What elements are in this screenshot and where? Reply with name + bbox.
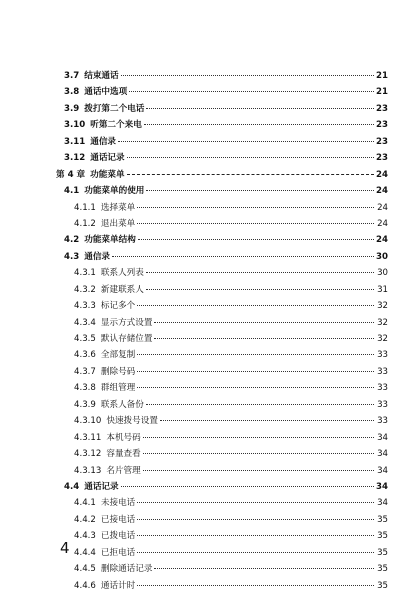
toc-entry-number: 4.3.5 [74, 334, 96, 344]
toc-entry-title: 本机号码 [106, 432, 141, 443]
toc-entry-page: 23 [376, 120, 388, 131]
dot-leader [129, 91, 374, 92]
table-of-contents [56, 68, 388, 594]
toc-entry-page: 35 [377, 547, 388, 558]
toc-entry-title: 删除通话记录 [100, 564, 153, 575]
toc-entry [74, 512, 388, 528]
dot-leader [137, 552, 374, 553]
toc-entry [56, 167, 388, 183]
toc-entry-title: 容量查看 [106, 449, 141, 460]
toc-entry-title: 功能菜单的使用 [84, 186, 145, 197]
dot-leader [144, 124, 374, 125]
toc-entry-page: 24 [376, 169, 388, 180]
toc-entry-number: 4.3.4 [74, 317, 96, 328]
toc-entry [64, 134, 388, 150]
toc-entry-page: 34 [377, 449, 388, 460]
toc-entry-number: 3.7 [64, 71, 80, 81]
dot-leader [143, 453, 374, 454]
dot-leader [146, 289, 374, 290]
toc-entry [64, 183, 388, 199]
dot-leader [118, 141, 374, 142]
dot-leader [137, 519, 374, 520]
toc-entry [74, 495, 388, 511]
toc-entry-title: 拨打第二个电话 [84, 103, 145, 114]
toc-entry [74, 298, 388, 314]
toc-entry [74, 528, 388, 544]
toc-entry-page: 35 [377, 580, 388, 591]
toc-entry [64, 249, 388, 265]
toc-entry-page: 24 [377, 218, 388, 229]
toc-entry-page: 32 [377, 317, 388, 328]
toc-entry-page: 33 [377, 416, 388, 427]
toc-entry-title: 通话记录 [90, 153, 125, 164]
toc-entry-title: 新建联系人 [100, 284, 144, 295]
toc-entry [74, 446, 388, 462]
toc-entry [74, 331, 388, 347]
toc-entry [74, 561, 388, 577]
toc-entry [74, 430, 388, 446]
dot-leader [137, 387, 374, 388]
page-number: 4 [60, 539, 70, 557]
toc-entry-page: 34 [377, 432, 388, 443]
toc-entry-number: 4.4 [64, 481, 80, 492]
dot-leader [154, 338, 374, 339]
toc-entry-number: 4.3.7 [74, 366, 96, 377]
toc-entry-page: 23 [376, 103, 388, 114]
toc-entry-page: 33 [377, 383, 388, 394]
toc-entry-number: 4.3.9 [74, 399, 96, 410]
toc-entry [74, 282, 388, 298]
dot-leader [143, 437, 374, 438]
dot-leader [160, 420, 374, 421]
dot-leader [137, 585, 374, 586]
toc-entry-page: 34 [377, 465, 388, 476]
toc-entry [74, 200, 388, 216]
dot-leader [137, 223, 374, 224]
toc-entry [74, 315, 388, 331]
toc-entry-page: 34 [377, 498, 388, 509]
toc-entry-number: 4.3.8 [74, 383, 96, 394]
toc-entry-title: 已拒电话 [100, 547, 136, 558]
toc-entry-title: 已拨电话 [100, 531, 136, 542]
toc-entry-page: 23 [376, 136, 388, 147]
toc-entry-page: 31 [377, 284, 388, 295]
dot-leader [137, 354, 374, 355]
toc-entry-number: 4.3.13 [74, 465, 102, 476]
toc-entry-title: 听第二个来电 [90, 120, 142, 131]
dot-leader [154, 322, 374, 323]
toc-entry-number: 4.3 [64, 251, 80, 262]
toc-entry [64, 101, 388, 117]
toc-entry-title: 通信录 [90, 136, 117, 147]
toc-entry [74, 216, 388, 232]
toc-entry-number: 3.8 [64, 87, 80, 98]
toc-entry-page: 35 [377, 531, 388, 542]
toc-entry-title: 标记多个 [100, 301, 136, 312]
toc-entry-title: 未接电话 [100, 498, 136, 509]
toc-entry-number: 4.4.6 [74, 580, 96, 591]
dot-leader [127, 174, 374, 175]
toc-entry [74, 380, 388, 396]
toc-entry-number: 3.9 [64, 103, 80, 114]
toc-entry-page: 32 [377, 301, 388, 312]
toc-entry-page: 33 [377, 399, 388, 410]
toc-entry [74, 578, 388, 594]
toc-entry [74, 347, 388, 363]
toc-entry-number: 4.3.12 [74, 449, 102, 460]
toc-entry-number: 第 4 章 [56, 169, 86, 180]
toc-entry-title: 默认存储位置 [100, 334, 153, 344]
toc-entry-page: 35 [377, 564, 388, 575]
toc-entry-number: 4.3.2 [74, 284, 96, 295]
dot-leader [137, 207, 374, 208]
toc-entry-number: 4.3.1 [74, 268, 96, 279]
toc-entry [74, 545, 388, 561]
toc-entry-number: 3.12 [64, 153, 86, 164]
toc-entry [74, 463, 388, 479]
toc-entry-number: 3.10 [64, 120, 86, 131]
toc-entry [64, 150, 388, 166]
dot-leader [127, 157, 374, 158]
toc-entry-number: 4.1.1 [74, 202, 96, 213]
toc-entry-title: 通话中选项 [84, 87, 128, 98]
toc-entry [64, 479, 388, 495]
toc-entry-page: 30 [376, 251, 388, 262]
dot-leader [121, 486, 374, 487]
toc-entry [74, 413, 388, 429]
toc-entry-page: 33 [377, 350, 388, 361]
toc-entry-page: 30 [377, 268, 388, 279]
dot-leader [146, 108, 374, 109]
toc-entry [64, 68, 388, 84]
toc-entry-number: 3.11 [64, 136, 86, 147]
toc-entry-title: 功能菜单 [90, 169, 125, 180]
dot-leader [146, 404, 374, 405]
dot-leader [121, 75, 374, 76]
toc-entry-number: 4.4.1 [74, 498, 96, 509]
toc-entry-number: 4.2 [64, 235, 80, 246]
dot-leader [112, 256, 374, 257]
toc-entry-number: 4.4.2 [74, 514, 96, 525]
toc-entry-title: 通话计时 [100, 580, 136, 591]
dot-leader [154, 568, 374, 569]
toc-entry-number: 4.1.2 [74, 218, 96, 229]
toc-entry-number: 4.3.10 [74, 416, 102, 427]
toc-entry-title: 名片管理 [106, 465, 141, 476]
dot-leader [137, 535, 374, 536]
toc-entry-title: 退出菜单 [100, 218, 136, 229]
toc-entry [64, 84, 388, 100]
toc-entry [74, 397, 388, 413]
toc-entry-page: 24 [377, 202, 388, 213]
toc-entry-title: 群组管理 [100, 383, 136, 394]
toc-entry-title: 快速拨号设置 [106, 416, 158, 427]
dot-leader [137, 502, 374, 503]
toc-entry-number: 4.4.5 [74, 564, 96, 575]
toc-entry-page: 34 [376, 481, 388, 492]
toc-entry [64, 117, 388, 133]
toc-entry-number: 4.3.6 [74, 350, 96, 361]
toc-entry-page: 32 [377, 334, 388, 344]
toc-entry-title: 全部复制 [100, 350, 136, 361]
toc-entry-title: 通话记录 [84, 481, 119, 492]
dot-leader [138, 239, 374, 240]
toc-entry-page: 35 [377, 514, 388, 525]
toc-entry-title: 通信录 [84, 251, 111, 262]
toc-entry-title: 已接电话 [100, 514, 136, 525]
toc-entry-number: 4.3.11 [74, 432, 102, 443]
toc-entry-title: 联系人列表 [100, 268, 144, 279]
dot-leader [143, 470, 374, 471]
toc-entry-page: 33 [377, 366, 388, 377]
toc-entry-number: 4.3.3 [74, 301, 96, 312]
toc-entry-page: 21 [376, 71, 388, 81]
toc-entry [64, 232, 388, 248]
dot-leader [146, 190, 374, 191]
toc-entry-page: 23 [376, 153, 388, 164]
toc-entry-page: 24 [376, 235, 388, 246]
toc-entry-title: 显示方式设置 [100, 317, 153, 328]
toc-entry-title: 删除号码 [100, 366, 136, 377]
toc-entry-page: 24 [376, 186, 388, 197]
toc-entry-title: 联系人备份 [100, 399, 144, 410]
toc-entry-page: 21 [376, 87, 388, 98]
dot-leader [137, 371, 374, 372]
toc-entry [74, 364, 388, 380]
dot-leader [146, 272, 374, 273]
toc-entry-title: 结束通话 [84, 71, 119, 81]
toc-entry [74, 265, 388, 281]
toc-entry-number: 4.4.4 [74, 547, 96, 558]
toc-entry-number: 4.4.3 [74, 531, 96, 542]
toc-entry-number: 4.1 [64, 186, 80, 197]
dot-leader [137, 305, 374, 306]
toc-entry-title: 选择菜单 [100, 202, 136, 213]
toc-entry-title: 功能菜单结构 [84, 235, 136, 246]
